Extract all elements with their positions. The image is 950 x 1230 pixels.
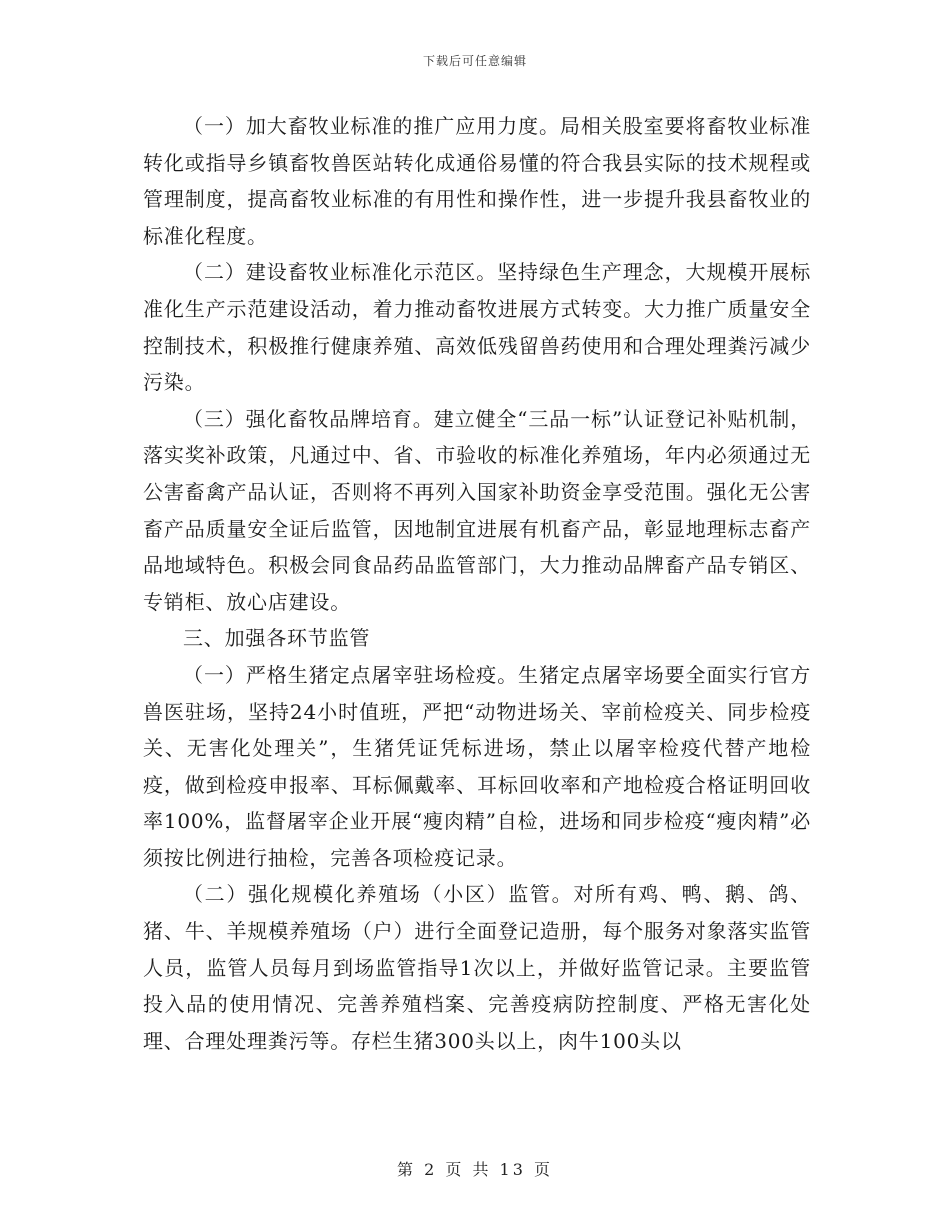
document-body (143, 108, 811, 1059)
page-header: 下载后可任意编辑 (422, 54, 527, 68)
section-heading-supervision: 三、加强各环节监管 (183, 626, 371, 651)
paragraph-brand-cultivation: （三）强化畜牧品牌培育。建立健全“三品一标”认证登记补贴机制，落实奖补政策，凡通过中、省、市验收的标准化养殖场，年内必须通过无公害畜禽产品认证，否则将不再列入国家补助资金享受范围。强化无公害畜产品质量安全证后监管，因地制宜进展有机畜产品，彰显地理标志畜产品地域特色。积极会同食品药品监管部门，大力推动品牌畜产品专销区、专销柜、放心店建设。 (143, 406, 811, 614)
paragraph-farm-supervision: （二）强化规模化养殖场（小区）监管。对所有鸡、鸭、鹅、鸽、猪、牛、羊规模养殖场（户）进行全面登记造册，每个服务对象落实监管人员，监管人员每月到场监管指导1次以上，并做好监管记录。主要监管投入品的使用情况、完善养殖档案、完善疫病防控制度、严格无害化处理、合理处理粪污等。存栏生猪300头以上，肉牛100头以 (143, 882, 811, 1053)
paragraph-demo-zone: （二）建设畜牧业标准化示范区。坚持绿色生产理念，大规模开展标准化生产示范建设活动，着力推动畜牧进展方式转变。大力推广质量安全控制技术，积极推行健康养殖、高效低残留兽药使用和合理处理粪污减少污染。 (143, 260, 811, 395)
page-number: 第 2 页 共 13 页 (397, 1160, 553, 1179)
paragraph-slaughter-quarantine: （一）严格生猪定点屠宰驻场检疫。生猪定点屠宰场要全面实行官方兽医驻场，坚持24小时值班，严把“动物进场关、宰前检疫关、同步检疫关、无害化处理关”，生猪凭证凭标进场，禁止以屠宰检疫代替产地检疫，做到检疫申报率、耳标佩戴率、耳标回收率和产地检疫合格证明回收率100%，监督屠宰企业开展“瘦肉精”自检，进场和同步检疫“瘦肉精”必须按比例进行抽检，完善各项检疫记录。 (143, 662, 811, 870)
paragraph-standard-promotion: （一）加大畜牧业标准的推广应用力度。局相关股室要将畜牧业标准转化或指导乡镇畜牧兽医站转化成通俗易懂的符合我县实际的技术规程或管理制度，提高畜牧业标准的有用性和操作性，进一步提升我县畜牧业的标准化程度。 (143, 114, 811, 248)
